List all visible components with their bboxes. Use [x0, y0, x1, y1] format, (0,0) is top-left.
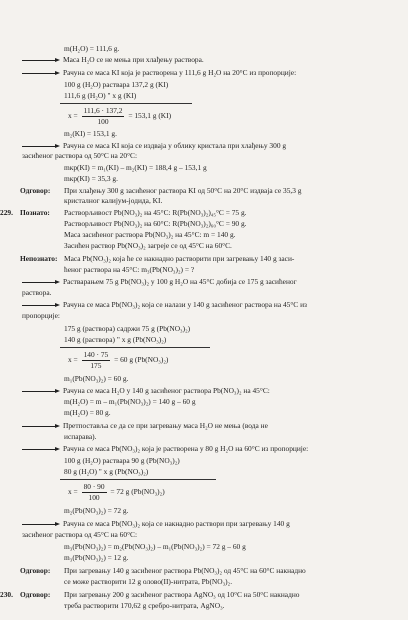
text-line: ћеног раствора на 45°C: m₃(Pb(NO₃)₂) = ? — [64, 265, 195, 274]
arrow-icon — [22, 143, 60, 149]
problem-header: 229. Познато: Растворљивост Pb(NO₃)₂ на 45°C: R(Pb(NO₃)₂)₄₅°C = 75 g. — [0, 208, 247, 217]
text-line: кристалног калијум-јодида, KI. — [64, 196, 163, 205]
text-line: m(H₂O) = 80 g. — [64, 408, 111, 417]
text-line: засићеног раствора од 50°C на 20°C: — [22, 151, 138, 160]
proportion-line: 100 g (H₂O) раствара 137,2 g (KI) — [64, 80, 169, 89]
arrow-icon — [22, 388, 60, 394]
proportion-line: 100 g (H₂O) раствара 90 g (Pb(NO₃)₂) — [64, 456, 180, 465]
text-line: Маса H₂O се не мења при хлађењу раствора. — [22, 55, 204, 65]
arrow-icon — [22, 279, 60, 285]
divider — [60, 347, 210, 348]
text-line: m(H₂O) = m – m₁(Pb(NO₃)₂) = 140 g – 60 g — [64, 397, 196, 406]
fraction-equation: x = $\frac{140 \cdot 75}{175}$ = 60 g (Pb(NO₃)₂) — [68, 350, 169, 370]
text-line: m₁(Pb(NO₃)₂) = 60 g. — [64, 374, 129, 383]
arrow-icon — [22, 423, 60, 429]
text-line: Маса засићеног раствора Pb(NO₃)₂ на 45°C: m = 140 g. — [64, 230, 236, 239]
text-line: Засићен раствор Pb(NO₃)₂ загреје се од 45°C на 60°C. — [64, 241, 232, 250]
text-line: m₃(Pb(NO₃)₂) = 12 g. — [64, 553, 129, 562]
text-line: раствора. — [22, 288, 52, 297]
divider — [60, 103, 192, 104]
text-line: Растварањем 75 g Pb(NO₃)₂ у 100 g H₂O на 45°C добија се 175 g засићеног — [22, 277, 297, 287]
text-line: пропорције: — [22, 311, 60, 320]
proportion-line: 140 g (раствора) " x g (Pb(NO₃)₂) — [64, 335, 167, 344]
proportion-line: 175 g (раствора) садржи 75 g (Pb(NO₃)₂) — [64, 324, 191, 333]
text-line: Растворљивост Pb(NO₃)₂ на 60°C: R(Pb(NO₃)₂)₆₀°C = 90 g. — [64, 219, 247, 228]
arrow-icon — [22, 302, 60, 308]
text-line: Рачуна се маса Pb(NO₃)₂ која се накнадно раствори при загревању 140 g — [22, 519, 290, 529]
text-line: m₂(Pb(NO₃)₂) = 72 g. — [64, 506, 129, 515]
arrow-icon — [22, 521, 60, 527]
proportion-line: 111,6 g (H₂O) " x g (KI) — [64, 91, 137, 100]
arrow-icon — [22, 70, 60, 76]
text-line: mкр(KI) = 35,3 g. — [64, 174, 118, 183]
text-line: засићеног раствора од 45°C на 60°C: — [22, 530, 138, 539]
problem-answer: 230. Одговор: При загревању 200 g засићеног раствора AgNO₃ од 10°C на 50°C накнадно — [0, 590, 300, 599]
divider — [60, 479, 216, 480]
text-line: m₂(KI) = 153,1 g. — [64, 129, 117, 138]
arrow-icon — [22, 446, 60, 452]
fraction-equation: x = $\frac{80 \cdot 90}{100}$ = 72 g (Pb(NO₃)₂) — [68, 482, 165, 502]
text-line: Рачуна се маса KI која је растворена у 111,6 g H₂O на 20°C из пропорције: — [22, 68, 296, 78]
text-line: m₃(Pb(NO₃)₂) = m₂(Pb(NO₃)₂) – m₁(Pb(NO₃)₂) = 72 g – 60 g — [64, 542, 246, 551]
text-line: испарава). — [64, 432, 97, 441]
text-line: mкр(KI) = m₁(KI) – m₂(KI) = 188,4 g – 153,1 g — [64, 163, 207, 172]
text-line: m(H₂O) = 111,6 g. — [64, 44, 120, 53]
proportion-line: 80 g (H₂O) " x g (Pb(NO₃)₂) — [64, 467, 149, 476]
text-line: треба растворити 170,62 g сребро-нитрата, AgNO₃. — [64, 601, 225, 610]
text-line: се може растворити 12 g олово(II)-нитрата, Pb(NO₃)₂. — [64, 577, 233, 586]
text-line: Претпоставља се да се при загревању маса H₂O не мења (вода не — [22, 421, 268, 431]
text-line: Рачуна се маса Pb(NO₃)₂ која се налази у 140 g засићеног раствора на 45°C из — [22, 300, 307, 310]
text-line: Рачуна се маса H₂O у 140 g засићеног раствора Pb(NO₃)₂ на 45°C: — [22, 386, 270, 396]
text-line: Рачуна се маса KI која се издваја у облику кристала при хлађењу 300 g — [22, 141, 286, 151]
fraction-equation: x = $\frac{111,6 \cdot 137,2}{100}$ = 153,1 g (KI) — [68, 106, 172, 126]
answer-line: Одговор: При хлађењу 300 g засићеног раствора KI од 50°C на 20°C издваја се 35,3 g — [20, 186, 302, 195]
text-line: Рачуна се маса Pb(NO₃)₂ која је растворена у 80 g H₂O на 60°C из пропорције: — [22, 444, 308, 454]
arrow-icon — [22, 57, 60, 63]
unknown-line: Непознато: Маса Pb(NO₃)₂ која ће се накнадно растворити при загревању 140 g заси- — [20, 254, 295, 263]
answer-line: Одговор: При загревању 140 g засићеног раствора Pb(NO₃)₂ од 45°C на 60°C накнадно — [20, 566, 306, 575]
